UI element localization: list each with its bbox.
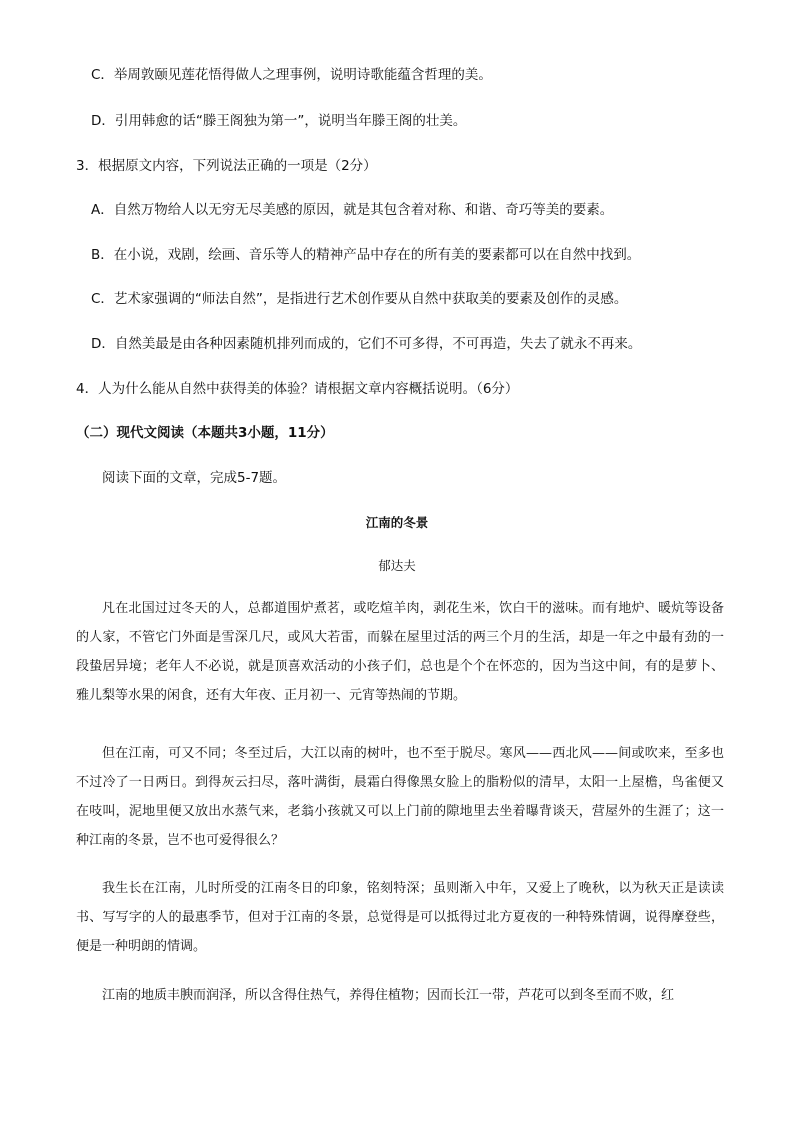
article-paragraph: 凡在北国过过冬天的人，总都道围炉煮茗，或吃煊羊肉，剥花生米，饮白干的滋味。而有地炉、暖炕等设备的人家，不管它门外面是雪深几尺，或风大若雷，而躲在屋里过活的两三个月的生活，却是一年之中最有劲的一段蛰居异境；老年人不必说，就是顶喜欢活动的小孩子们，总也是个个在怀恋的，因为当这中间，有的是萝卜、雅儿梨等水果的闲食，还有大年夜、正月初一、元宵等热闹的节期。 [76, 601, 724, 703]
article-author: 郁达夫 [378, 558, 416, 573]
article-paragraph: 江南的地质丰腴而润泽，所以含得住热气，养得住植物；因而长江一带，芦花可以到冬至而不败，红 [102, 988, 675, 1003]
article-title: 江南的冬景 [365, 515, 429, 530]
section-heading: （二）现代文阅读（本题共3小题，11分） [76, 425, 334, 441]
q3-option-c: C．艺术家强调的“师法自然”，是指进行艺术创作要从自然中获取美的要素及创作的灵感。 [91, 291, 628, 307]
q3-stem: 3．根据原文内容，下列说法正确的一项是（2分） [76, 158, 377, 174]
q2-option-d: D．引用韩愈的话“滕王阁独为第一”，说明当年滕王阁的壮美。 [91, 113, 467, 129]
article-paragraph: 但在江南，可又不同；冬至过后，大江以南的树叶，也不至于脱尽。寒风——西北风——间或吹来，至多也不过冷了一日两日。到得灰云扫尽，落叶满街，晨霜白得像黑女脸上的脂粉似的清早，太阳一上屋檐，鸟雀便又在吱叫，泥地里便又放出水蒸气来，老翁小孩就又可以上门前的隙地里去坐着曝背谈天，营屋外的生涯了；这一种江南的冬景，岂不也可爱得很么？ [76, 746, 724, 848]
q2-option-c: C．举周敦颐见莲花悟得做人之理事例，说明诗歌能蕴含哲理的美。 [91, 67, 492, 83]
q3-option-b: B．在小说，戏剧，绘画、音乐等人的精神产品中存在的所有美的要素都可以在自然中找到。 [91, 247, 641, 263]
q3-option-a: A．自然万物给人以无穷无尽美感的原因，就是其包含着对称、和谐、奇巧等美的要素。 [91, 202, 614, 218]
section-instruction: 阅读下面的文章，完成5-7题。 [102, 470, 287, 486]
article-paragraph: 我生长在江南，儿时所受的江南冬日的印象，铭刻特深；虽则渐入中年，又爱上了晚秋，以为秋天正是读读书、写写字的人的最惠季节，但对于江南的冬景，总觉得是可以抵得过北方夏夜的一种特殊情调，说得摩登些，便是一种明朗的情调。 [76, 881, 724, 954]
q3-option-d: D．自然美最是由各种因素随机排列而成的，它们不可多得，不可再造，失去了就永不再来。 [91, 336, 642, 352]
q4-stem: 4．人为什么能从自然中获得美的体验？请根据文章内容概括说明。（6分） [76, 381, 519, 397]
